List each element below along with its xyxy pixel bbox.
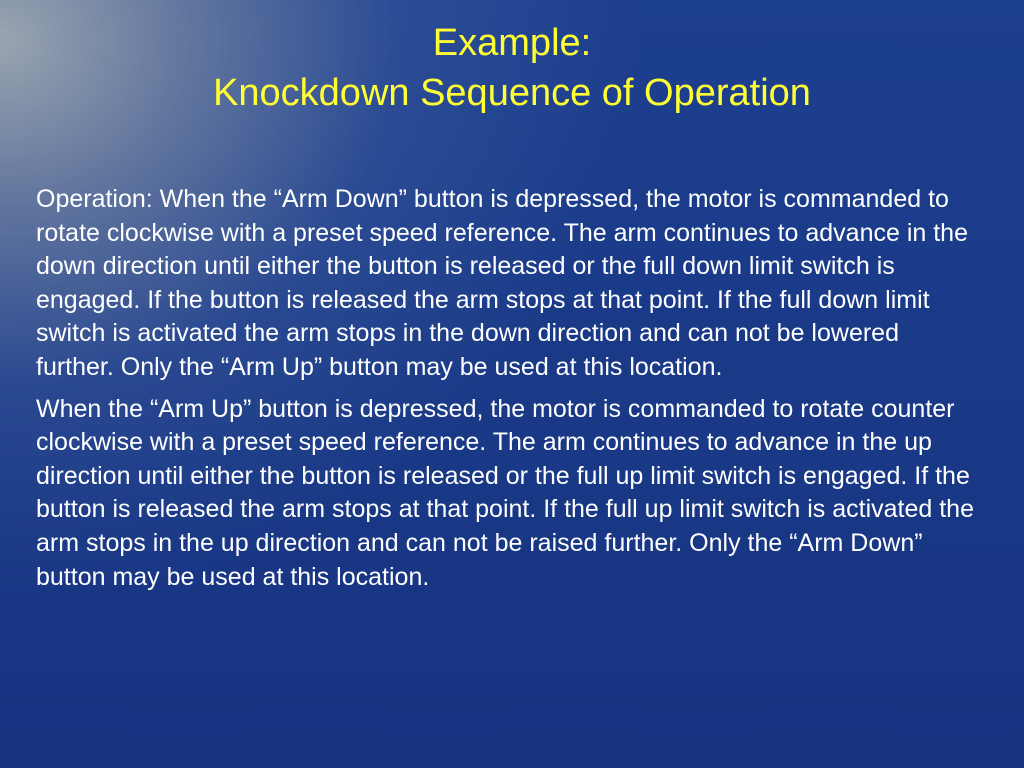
slide-title bbox=[0, 18, 1024, 118]
title-line-2: Knockdown Sequence of Operation bbox=[213, 72, 811, 114]
paragraph-arm-up: When the “Arm Up” button is depressed, the motor is commanded to rotate counter clockwise with a preset speed reference. The arm continues to advance in the up direction until either the button is released or the full up limit switch is engaged. If the button is released the arm stops at that point. If the full up limit switch is activated the arm stops in the up direction and can not be raised further. Only the “Arm Down” button may be used at this location. bbox=[36, 394, 974, 591]
slide-body bbox=[36, 183, 976, 602]
paragraph-arm-down: Operation: When the “Arm Down” button is depressed, the motor is commanded to rotate clockwise with a preset speed reference. The arm continues to advance in the down direction until either the button is released or the full down limit switch is engaged. If the button is released the arm stops at that point. If the full down limit switch is activated the arm stops in the down direction and can not be lowered further. Only the “Arm Up” button may be used at this location. bbox=[36, 185, 968, 381]
title-line-1: Example: bbox=[432, 22, 592, 64]
